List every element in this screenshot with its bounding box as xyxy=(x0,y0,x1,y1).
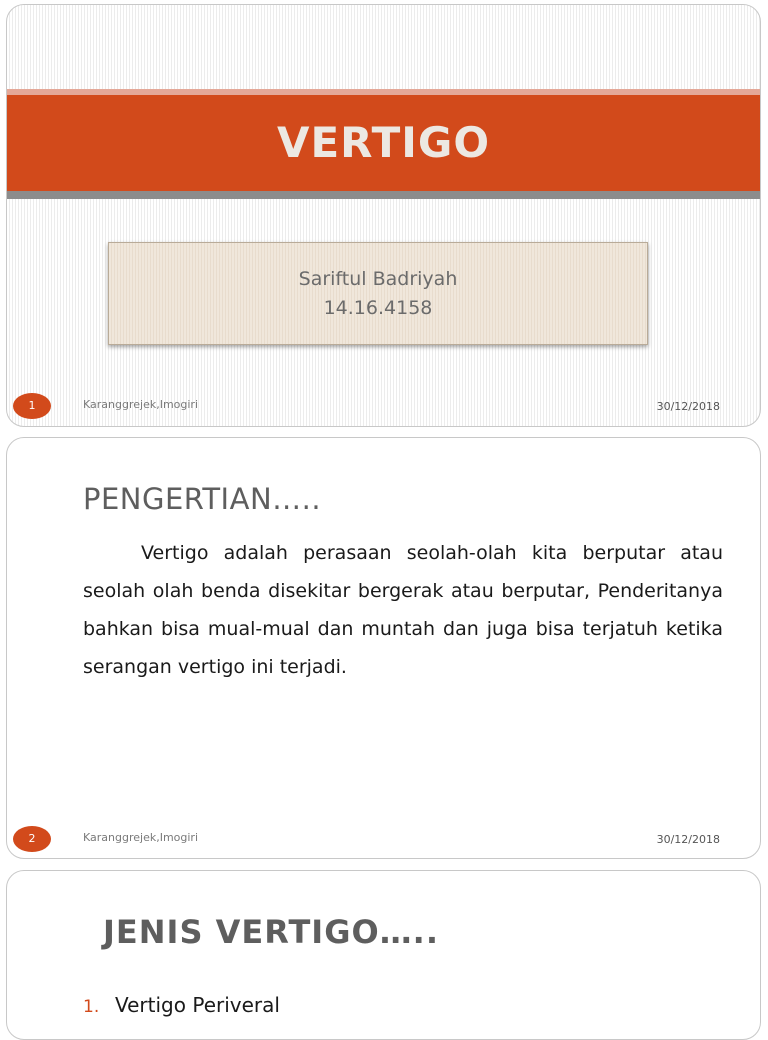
slide-heading: PENGERTIAN….. xyxy=(83,482,322,516)
list-item xyxy=(83,993,280,1017)
slide-1 xyxy=(6,4,761,427)
vertigo-types-list xyxy=(83,993,280,1017)
list-number: 1. xyxy=(83,997,100,1017)
footer-date: 30/12/2018 xyxy=(656,400,720,413)
list-item-label: Vertigo Periveral xyxy=(115,993,280,1017)
slide-number-badge: 2 xyxy=(13,826,51,852)
author-id: 14.16.4158 xyxy=(323,296,433,319)
slide-3 xyxy=(6,870,761,1040)
subtitle-box xyxy=(108,242,648,345)
slide-number-badge: 1 xyxy=(13,393,51,419)
slide-body-text: Vertigo adalah perasaan seolah-olah kita berputar atau seolah olah benda disekitar bergerak atau berputar, Penderitanya bahkan bisa mual-mual dan muntah dan juga bisa terjatuh ketika serangan vertigo ini terjadi. xyxy=(83,542,723,678)
author-name: Sariftul Badriyah xyxy=(298,267,458,290)
footer-date: 30/12/2018 xyxy=(656,833,720,846)
slide-2 xyxy=(6,437,761,859)
slide-heading: JENIS VERTIGO….. xyxy=(103,913,439,951)
title-band-bottom-stripe xyxy=(7,191,760,199)
footer-location: Karanggrejek,Imogiri xyxy=(83,398,199,411)
footer-location: Karanggrejek,Imogiri xyxy=(83,831,199,844)
slide-title: VERTIGO xyxy=(276,118,491,167)
